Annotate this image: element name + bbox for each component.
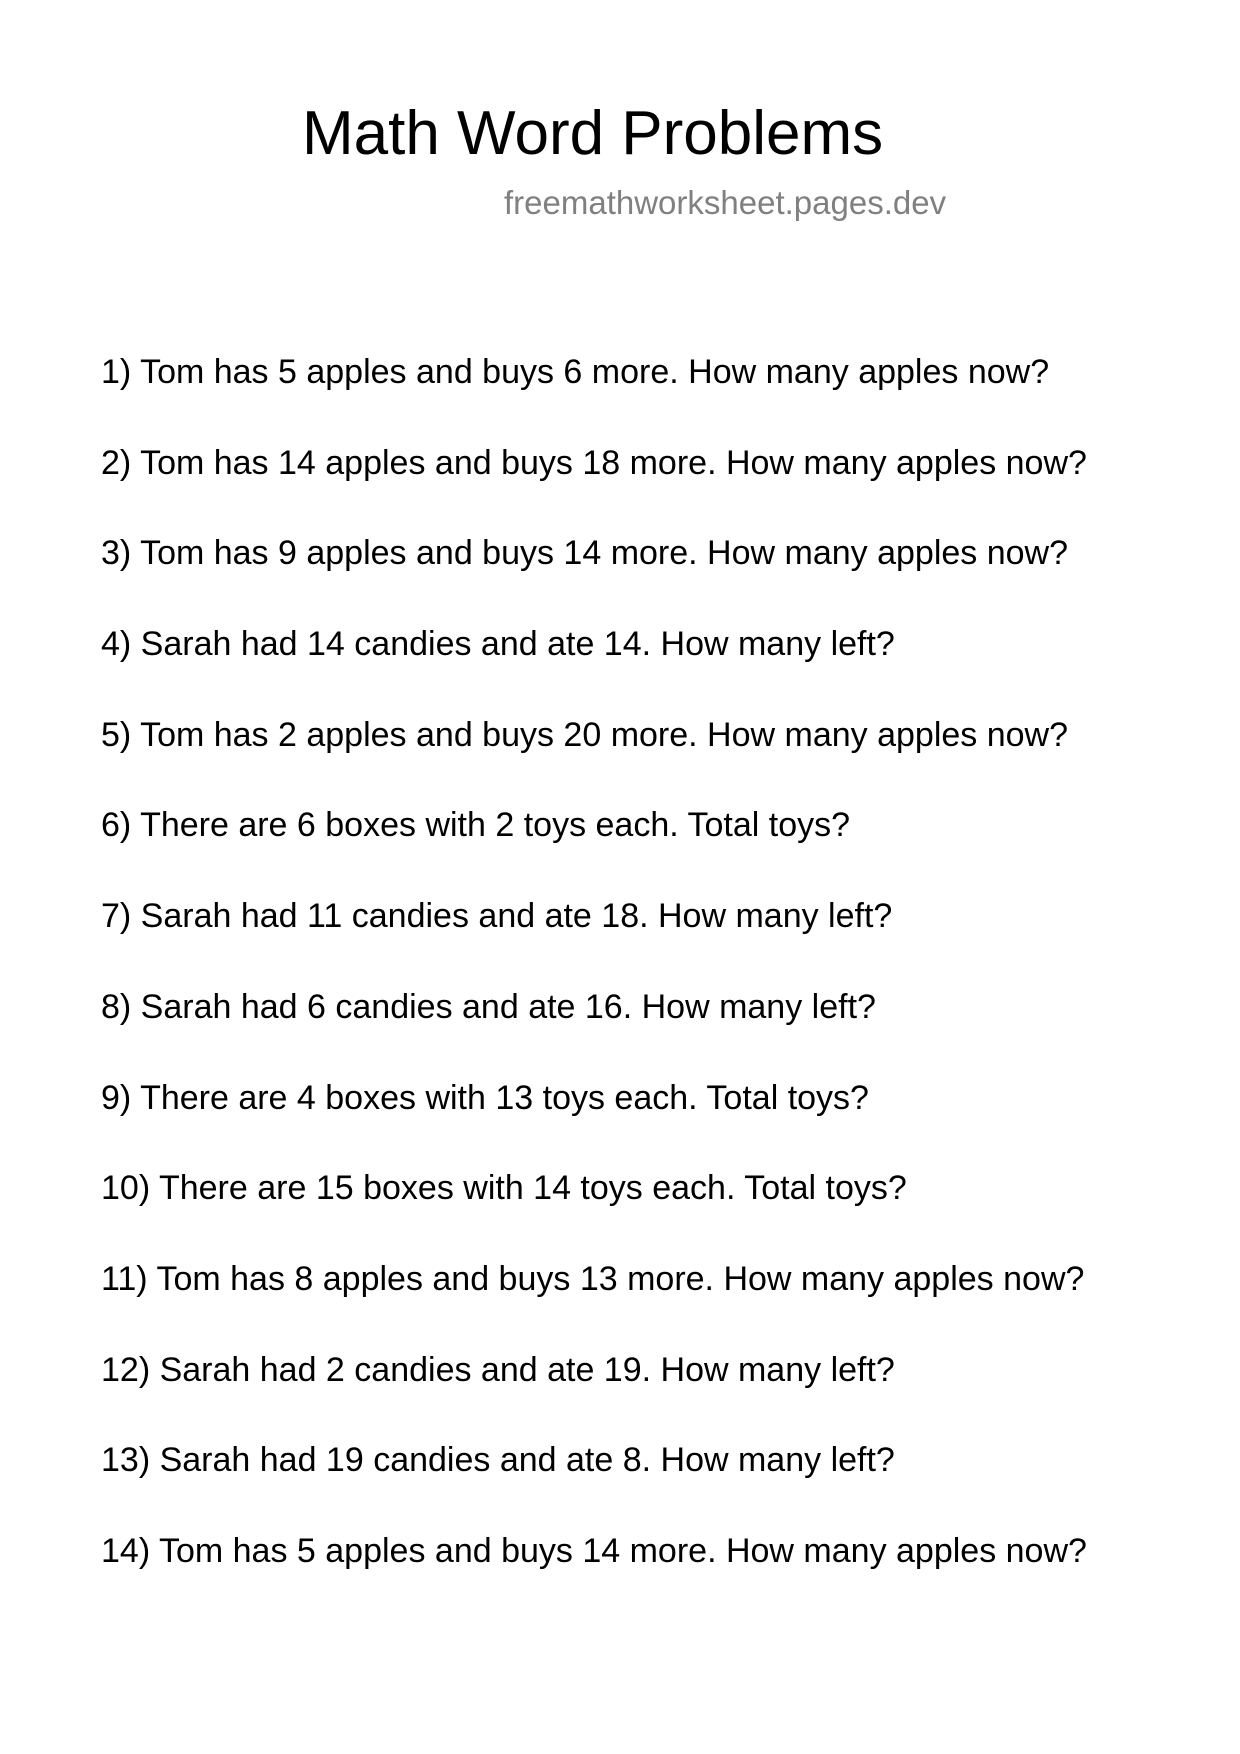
- source-url: freemathworksheet.pages.dev: [504, 184, 947, 221]
- problem-item: 1) Tom has 5 apples and buys 6 more. How many apples now?: [101, 353, 1050, 391]
- problem-item: 5) Tom has 2 apples and buys 20 more. How many apples now?: [101, 715, 1069, 754]
- problem-item: 10) There are 15 boxes with 14 toys each. Total toys?: [101, 1169, 907, 1208]
- problem-item: 2) Tom has 14 apples and buys 18 more. How many apples now?: [101, 443, 1087, 482]
- problem-item: 4) Sarah had 14 candies and ate 14. How many left?: [101, 625, 895, 664]
- problem-item: 7) Sarah had 11 candies and ate 18. How many left?: [101, 897, 893, 936]
- problem-item: 6) There are 6 boxes with 2 toys each. Total toys?: [101, 806, 851, 845]
- problem-list: [101, 352, 1087, 1622]
- problem-item: 3) Tom has 9 apples and buys 14 more. How many apples now?: [101, 534, 1069, 573]
- problem-item: 8) Sarah had 6 candies and ate 16. How many left?: [101, 987, 876, 1026]
- problem-item: 13) Sarah had 19 candies and ate 8. How many left?: [101, 1441, 895, 1480]
- worksheet-title: Math Word Problems: [302, 99, 884, 168]
- problem-item: 12) Sarah had 2 candies and ate 19. How many left?: [101, 1350, 895, 1389]
- problem-item: 11) Tom has 8 apples and buys 13 more. How many apples now?: [101, 1259, 1085, 1298]
- problem-item: 9) There are 4 boxes with 13 toys each. Total toys?: [101, 1078, 869, 1117]
- problem-item: 14) Tom has 5 apples and buys 14 more. How many apples now?: [101, 1531, 1087, 1570]
